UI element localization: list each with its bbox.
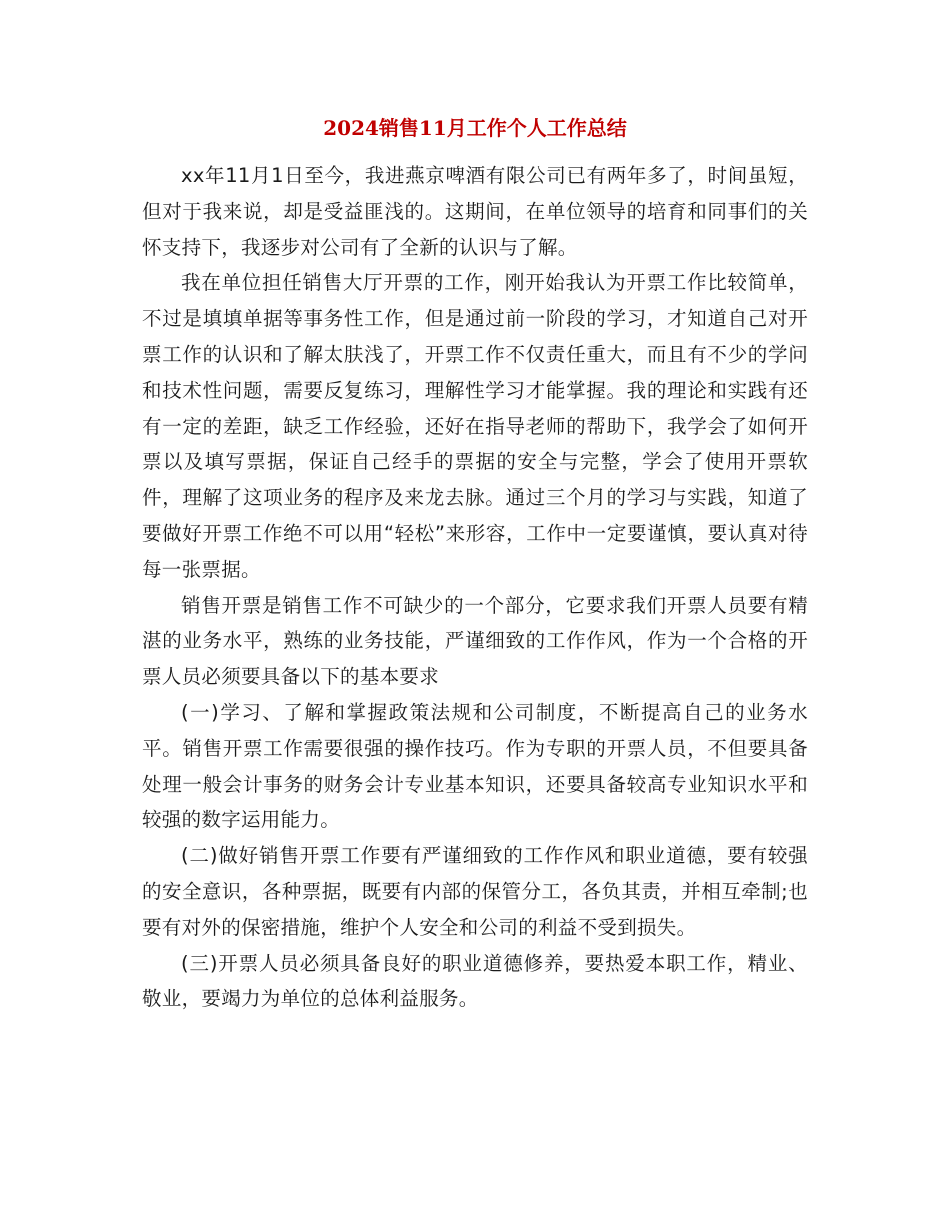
paragraph-1: xx年11月1日至今，我进燕京啤酒有限公司已有两年多了，时间虽短，但对于我来说，却是受益匪浅的。这期间，在单位领导的培育和同事们的关怀支持下，我逐步对公司有了全新的认识与了解。: [142, 164, 808, 259]
paragraph-3: 销售开票是销售工作不可缺少的一个部分，它要求我们开票人员要有精湛的业务水平，熟练的业务技能，严谨细致的工作作风，作为一个合格的开票人员必须要具备以下的基本要求: [142, 593, 808, 689]
document-title: 2024销售11月工作个人工作总结: [323, 116, 627, 140]
paragraph-5: (二)做好销售开票工作要有严谨细致的工作作风和职业道德，要有较强的安全意识，各种票据，既要有内部的保管分工，各负其责，并相互牵制;也要有对外的保密措施，维护个人安全和公司的利益不受到损失。: [142, 844, 808, 939]
paragraph-4: (一)学习、了解和掌握政策法规和公司制度，不断提高自己的业务水平。销售开票工作需要很强的操作技巧。作为专职的开票人员，不但要具备处理一般会计事务的财务会计专业基本知识，还要具备较高专业知识水平和较强的数字运用能力。: [142, 700, 808, 832]
paragraph-6: (三)开票人员必须具备良好的职业道德修养，要热爱本职工作，精业、敬业，要竭力为单位的总体利益服务。: [142, 951, 808, 1011]
document-body: [142, 158, 808, 1017]
paragraph-2: 我在单位担任销售大厅开票的工作，刚开始我认为开票工作比较简单，不过是填填单据等事务性工作，但是通过前一阶段的学习，才知道自己对开票工作的认识和了解太肤浅了，开票工作不仅责任重大，而且有不少的学问和技术性问题，需要反复练习，理解性学习才能掌握。我的理论和实践有还有一定的差距，缺乏工作经验，还好在指导老师的帮助下，我学会了如何开票以及填写票据，保证自己经手的票据的安全与完整，学会了使用开票软件，理解了这项业务的程序及来龙去脉。通过三个月的学习与实践，知道了要做好开票工作绝不可以用“轻松”来形容，工作中一定要谨慎，要认真对待每一张票据。: [142, 271, 808, 581]
